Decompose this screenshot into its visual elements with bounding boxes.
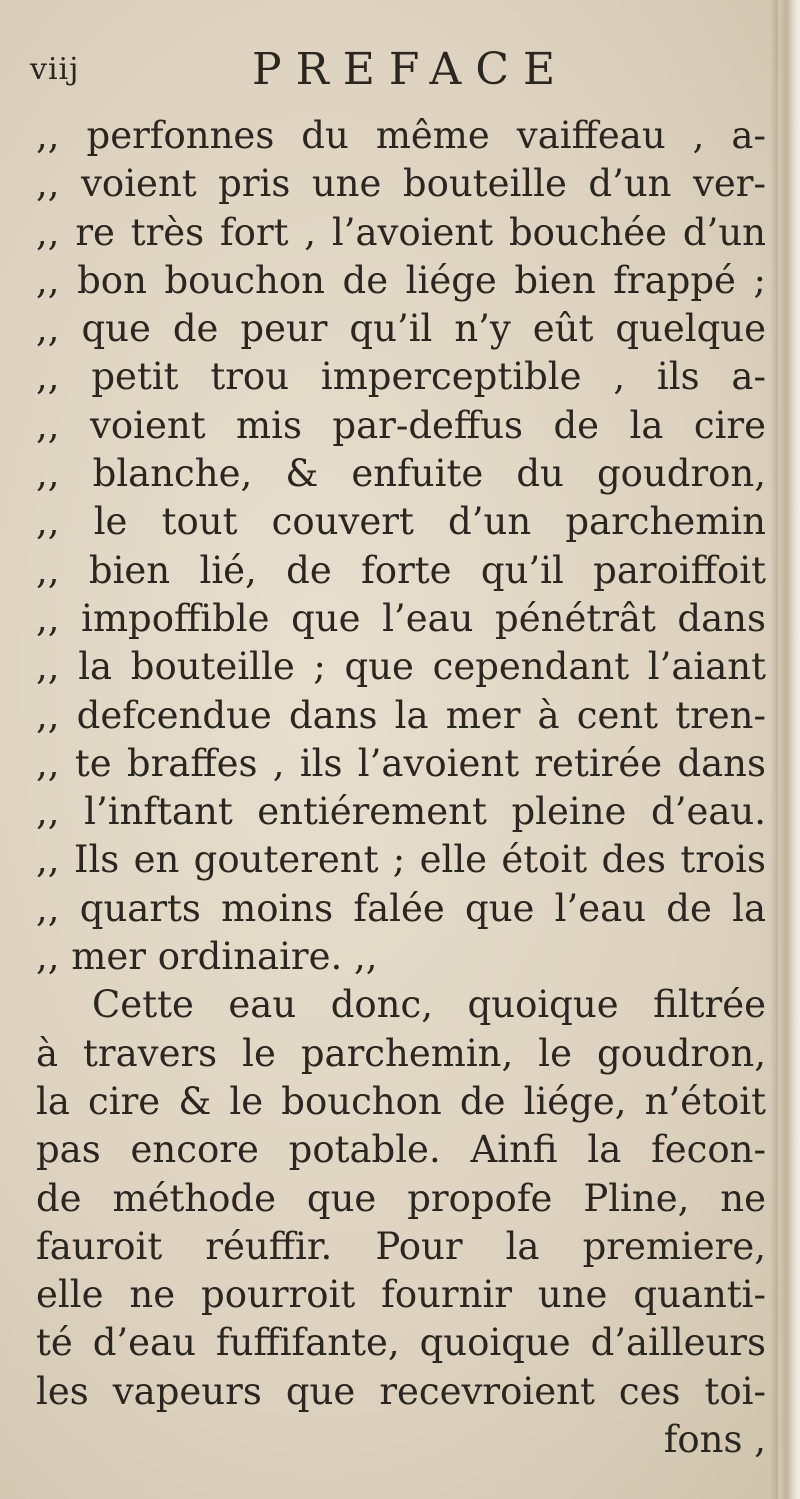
text-line: ,, perfonnes du même vaiffeau , a- [36, 114, 766, 157]
text-line: Cette eau donc, quoique filtrée [92, 983, 766, 1027]
text-line: ,, re très fort , l’avoient bouchée d’un [36, 210, 766, 254]
text-line: ,, Ils en gouterent ; elle étoit des trois [36, 838, 766, 882]
text-line: ,, l’inftant entiérement pleine d’eau. [36, 790, 766, 834]
text-line: ,, blanche, & enfuite du goudron, [36, 452, 766, 496]
text-line: ,, mer ordinaire. ,, [36, 935, 378, 979]
text-line: pas encore potable. Ainfi la fecon- [36, 1128, 766, 1172]
text-line: de méthode que propofe Pline, ne [36, 1176, 766, 1220]
text-line: ,, voient mis par-deffus de la cire [36, 403, 766, 447]
page-edge [778, 0, 800, 1499]
text-line: ,, la bouteille ; que cependant l’aiant [36, 645, 766, 689]
page-number: viij [30, 52, 80, 87]
text-line: té d’eau fuffifante, quoique d’ailleurs [36, 1321, 766, 1365]
text-line: à travers le parchemin, le goudron, [36, 1031, 766, 1075]
text-line: les vapeurs que recevroient ces toi- [36, 1369, 766, 1413]
page-header [30, 44, 770, 100]
text-line: la cire & le bouchon de liége, n’étoit [36, 1079, 766, 1123]
text-line: ,, te braffes , ils l’avoient retirée dans [36, 741, 766, 785]
text-line: fauroit réuffir. Pour la premiere, [36, 1224, 766, 1268]
text-line: ,, que de peur qu’il n’y eût quelque [36, 307, 766, 351]
text-line: ,, bon bouchon de liége bien frappé ; [36, 258, 766, 302]
text-line: ,, defcendue dans la mer à cent tren- [36, 693, 766, 737]
text-line: ,, voient pris une bouteille d’un ver- [36, 162, 766, 206]
text-line: elle ne pourroit fournir une quanti- [36, 1273, 766, 1317]
text-line: ,, petit trou imperceptible , ils a- [36, 355, 766, 399]
text-line: ,, quarts moins falée que l’eau de la [36, 886, 766, 930]
text-line: ,, bien lié, de forte qu’il paroiffoit [36, 548, 766, 592]
body-text [36, 112, 766, 1464]
page-edge-shadow [770, 0, 778, 1499]
text-line: ,, impoffible que l’eau pénétrât dans [36, 596, 766, 640]
running-title: PREFACE [252, 44, 570, 95]
catchword: fons , [663, 1418, 766, 1462]
text-line: ,, le tout couvert d’un parchemin [36, 500, 766, 544]
